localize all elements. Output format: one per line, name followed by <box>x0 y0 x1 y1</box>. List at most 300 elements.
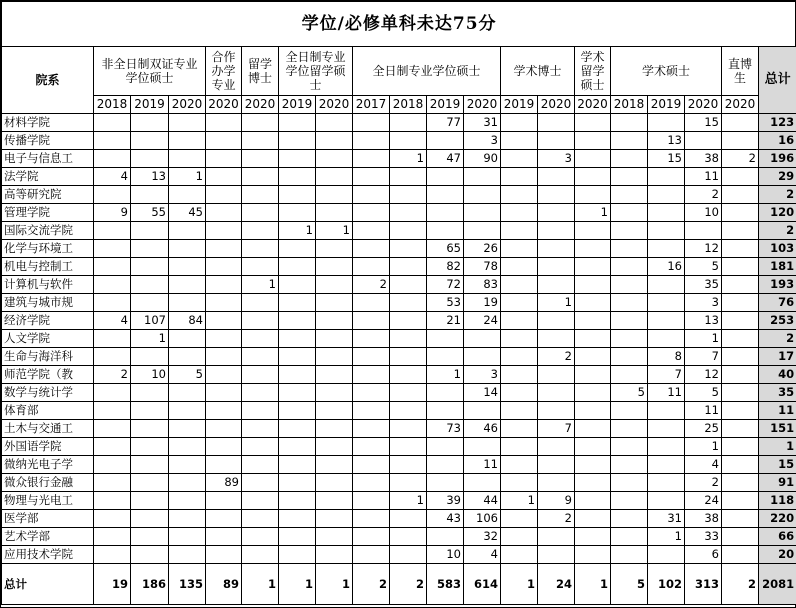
count-cell <box>538 168 575 186</box>
count-cell <box>242 402 279 420</box>
count-cell <box>353 330 390 348</box>
count-cell <box>575 456 611 474</box>
count-cell: 31 <box>648 510 685 528</box>
count-cell: 11 <box>685 168 722 186</box>
year-header: 2019 <box>131 96 169 114</box>
row-total: 11 <box>759 402 796 420</box>
count-cell <box>648 186 685 204</box>
row-total: 120 <box>759 204 796 222</box>
count-cell <box>206 456 242 474</box>
count-cell <box>94 276 131 294</box>
count-cell <box>169 294 206 312</box>
count-cell <box>353 258 390 276</box>
count-cell <box>575 312 611 330</box>
count-cell <box>353 438 390 456</box>
count-cell: 45 <box>169 204 206 222</box>
count-cell <box>169 420 206 438</box>
table-row <box>2 438 796 456</box>
dept-name: 外国语学院 <box>2 438 94 456</box>
row-total: 2 <box>759 222 796 240</box>
count-cell <box>242 240 279 258</box>
count-cell <box>464 474 501 492</box>
count-cell <box>206 492 242 510</box>
table-row <box>2 204 796 222</box>
count-cell: 3 <box>464 132 501 150</box>
count-cell <box>501 258 538 276</box>
count-cell <box>648 420 685 438</box>
dept-name: 人文学院 <box>2 330 94 348</box>
count-cell <box>427 384 464 402</box>
count-cell: 1 <box>169 168 206 186</box>
count-cell <box>501 546 538 564</box>
year-header: 2019 <box>648 96 685 114</box>
count-cell <box>206 258 242 276</box>
count-cell: 1 <box>538 294 575 312</box>
count-cell <box>722 222 759 240</box>
count-cell <box>611 150 648 168</box>
count-cell <box>316 384 353 402</box>
year-header: 2020 <box>722 96 759 114</box>
count-cell <box>279 312 316 330</box>
count-cell <box>206 510 242 528</box>
count-cell: 1 <box>575 204 611 222</box>
count-cell <box>501 222 538 240</box>
count-cell: 21 <box>427 312 464 330</box>
count-cell <box>242 132 279 150</box>
group-header: 学术博士 <box>501 47 575 96</box>
year-header: 2018 <box>94 96 131 114</box>
count-cell <box>316 402 353 420</box>
count-cell <box>501 168 538 186</box>
dept-name: 微纳光电子学 <box>2 456 94 474</box>
table-row <box>2 168 796 186</box>
count-cell <box>316 294 353 312</box>
count-cell <box>538 546 575 564</box>
count-cell <box>353 528 390 546</box>
count-cell <box>611 204 648 222</box>
count-cell: 1 <box>242 564 279 605</box>
count-cell <box>94 528 131 546</box>
count-cell <box>390 312 427 330</box>
count-cell: 2 <box>538 510 575 528</box>
count-cell <box>242 546 279 564</box>
count-cell <box>316 276 353 294</box>
count-cell <box>648 168 685 186</box>
count-cell <box>242 528 279 546</box>
count-cell <box>206 114 242 132</box>
count-cell: 4 <box>94 312 131 330</box>
count-cell <box>648 474 685 492</box>
count-cell <box>501 402 538 420</box>
count-cell <box>169 240 206 258</box>
count-cell <box>94 330 131 348</box>
count-cell <box>353 168 390 186</box>
count-cell: 25 <box>685 420 722 438</box>
row-total: 29 <box>759 168 796 186</box>
count-cell <box>353 204 390 222</box>
count-cell <box>538 204 575 222</box>
year-header: 2019 <box>501 96 538 114</box>
count-cell: 9 <box>538 492 575 510</box>
count-cell <box>94 456 131 474</box>
count-cell: 3 <box>538 150 575 168</box>
count-cell <box>279 456 316 474</box>
count-cell <box>316 312 353 330</box>
count-cell <box>648 276 685 294</box>
count-cell <box>427 168 464 186</box>
count-cell: 10 <box>685 204 722 222</box>
count-cell <box>427 474 464 492</box>
count-cell <box>611 474 648 492</box>
dept-name: 国际交流学院 <box>2 222 94 240</box>
count-cell <box>131 186 169 204</box>
count-cell <box>722 492 759 510</box>
row-total: 76 <box>759 294 796 312</box>
count-cell <box>316 240 353 258</box>
count-cell <box>279 492 316 510</box>
count-cell <box>279 528 316 546</box>
count-cell <box>94 510 131 528</box>
count-cell <box>464 222 501 240</box>
count-cell <box>501 132 538 150</box>
count-cell: 1 <box>316 564 353 605</box>
count-cell <box>390 348 427 366</box>
count-cell: 39 <box>427 492 464 510</box>
count-cell <box>131 132 169 150</box>
count-cell <box>279 474 316 492</box>
count-cell: 53 <box>427 294 464 312</box>
dept-name: 体育部 <box>2 402 94 420</box>
count-cell <box>464 438 501 456</box>
count-cell <box>169 132 206 150</box>
count-cell: 15 <box>648 150 685 168</box>
count-cell: 14 <box>464 384 501 402</box>
count-cell <box>427 528 464 546</box>
count-cell <box>390 528 427 546</box>
count-cell <box>206 420 242 438</box>
count-cell: 16 <box>648 258 685 276</box>
table-row <box>2 510 796 528</box>
count-cell <box>94 258 131 276</box>
count-cell <box>575 186 611 204</box>
count-cell <box>538 240 575 258</box>
count-cell <box>722 474 759 492</box>
count-cell <box>279 438 316 456</box>
count-cell <box>575 276 611 294</box>
count-cell: 89 <box>206 564 242 605</box>
count-cell <box>390 240 427 258</box>
count-cell <box>575 366 611 384</box>
count-cell <box>611 438 648 456</box>
count-cell: 77 <box>427 114 464 132</box>
count-cell <box>169 438 206 456</box>
count-cell <box>131 258 169 276</box>
count-cell: 7 <box>538 420 575 438</box>
count-cell <box>390 114 427 132</box>
table-row <box>2 150 796 168</box>
count-cell <box>722 132 759 150</box>
count-cell <box>279 420 316 438</box>
count-cell <box>501 276 538 294</box>
count-cell: 9 <box>94 204 131 222</box>
count-cell <box>722 510 759 528</box>
row-total: 2081 <box>759 564 796 605</box>
count-cell: 12 <box>685 240 722 258</box>
count-cell <box>611 114 648 132</box>
count-cell <box>648 222 685 240</box>
count-cell <box>501 384 538 402</box>
count-cell <box>611 294 648 312</box>
count-cell <box>538 366 575 384</box>
count-cell <box>538 258 575 276</box>
count-cell: 583 <box>427 564 464 605</box>
table-row <box>2 132 796 150</box>
dept-name: 化学与环境工 <box>2 240 94 258</box>
count-cell <box>206 240 242 258</box>
count-cell <box>94 492 131 510</box>
count-cell <box>722 186 759 204</box>
count-cell <box>501 294 538 312</box>
count-cell <box>611 168 648 186</box>
count-cell: 313 <box>685 564 722 605</box>
count-cell <box>611 492 648 510</box>
count-cell: 1 <box>390 492 427 510</box>
count-cell <box>611 258 648 276</box>
count-cell <box>169 528 206 546</box>
count-cell <box>169 510 206 528</box>
count-cell <box>279 384 316 402</box>
count-cell <box>501 366 538 384</box>
count-cell <box>94 402 131 420</box>
count-cell <box>94 384 131 402</box>
count-cell: 2 <box>390 564 427 605</box>
row-total: 35 <box>759 384 796 402</box>
table-row <box>2 114 796 132</box>
count-cell: 82 <box>427 258 464 276</box>
count-cell: 2 <box>722 150 759 168</box>
count-cell: 2 <box>538 348 575 366</box>
row-total: 15 <box>759 456 796 474</box>
count-cell: 55 <box>131 204 169 222</box>
count-cell <box>575 348 611 366</box>
count-cell <box>611 510 648 528</box>
count-cell <box>464 204 501 222</box>
table-row <box>2 294 796 312</box>
summary-row <box>2 564 796 605</box>
count-cell <box>94 420 131 438</box>
count-cell <box>353 492 390 510</box>
year-header: 2020 <box>685 96 722 114</box>
count-cell <box>279 510 316 528</box>
count-cell <box>206 132 242 150</box>
count-cell <box>611 186 648 204</box>
row-total: 151 <box>759 420 796 438</box>
count-cell: 10 <box>131 366 169 384</box>
count-cell <box>611 240 648 258</box>
count-cell <box>353 150 390 168</box>
count-cell <box>131 546 169 564</box>
row-total: 103 <box>759 240 796 258</box>
count-cell <box>206 330 242 348</box>
count-cell <box>279 348 316 366</box>
count-cell <box>206 312 242 330</box>
count-cell <box>501 150 538 168</box>
dept-name: 应用技术学院 <box>2 546 94 564</box>
count-cell <box>390 366 427 384</box>
group-header: 学术留学硕士 <box>575 47 611 96</box>
count-cell: 15 <box>685 114 722 132</box>
table-row <box>2 330 796 348</box>
count-cell <box>316 492 353 510</box>
count-cell <box>685 222 722 240</box>
count-cell <box>353 132 390 150</box>
count-cell <box>722 366 759 384</box>
count-cell: 3 <box>464 366 501 384</box>
count-cell: 84 <box>169 312 206 330</box>
count-cell <box>390 222 427 240</box>
count-cell <box>722 114 759 132</box>
count-cell <box>575 420 611 438</box>
count-cell: 10 <box>427 546 464 564</box>
count-cell <box>353 348 390 366</box>
count-cell: 1 <box>648 528 685 546</box>
count-cell <box>353 222 390 240</box>
table-row <box>2 546 796 564</box>
count-cell <box>279 150 316 168</box>
count-cell: 13 <box>131 168 169 186</box>
count-cell <box>722 330 759 348</box>
count-cell: 32 <box>464 528 501 546</box>
count-cell <box>611 420 648 438</box>
count-cell <box>575 114 611 132</box>
count-cell <box>242 294 279 312</box>
count-cell <box>390 510 427 528</box>
count-cell <box>648 294 685 312</box>
count-cell <box>131 150 169 168</box>
count-cell <box>538 186 575 204</box>
count-cell: 1 <box>279 222 316 240</box>
count-cell <box>169 330 206 348</box>
group-header: 全日制专业学位硕士 <box>353 47 501 96</box>
count-cell <box>94 294 131 312</box>
table-row <box>2 312 796 330</box>
count-cell: 72 <box>427 276 464 294</box>
count-cell <box>242 258 279 276</box>
count-cell <box>206 276 242 294</box>
year-header: 2020 <box>169 96 206 114</box>
count-cell <box>611 276 648 294</box>
count-cell <box>353 456 390 474</box>
count-cell: 1 <box>242 276 279 294</box>
count-cell <box>501 456 538 474</box>
count-cell <box>538 402 575 420</box>
year-header: 2018 <box>611 96 648 114</box>
count-cell <box>353 546 390 564</box>
count-cell <box>722 276 759 294</box>
group-header: 全日制专业学位留学硕士 <box>279 47 353 96</box>
count-cell <box>722 204 759 222</box>
group-header: 直博生 <box>722 47 759 96</box>
group-header: 学术硕士 <box>611 47 722 96</box>
count-cell: 1 <box>501 492 538 510</box>
table-row <box>2 240 796 258</box>
count-cell: 38 <box>685 150 722 168</box>
count-cell <box>390 294 427 312</box>
count-cell <box>169 186 206 204</box>
count-cell <box>169 474 206 492</box>
count-cell <box>390 132 427 150</box>
count-cell <box>611 528 648 546</box>
count-cell <box>685 132 722 150</box>
count-cell: 135 <box>169 564 206 605</box>
count-cell <box>131 348 169 366</box>
count-cell: 186 <box>131 564 169 605</box>
count-cell <box>94 150 131 168</box>
count-cell <box>427 402 464 420</box>
count-cell: 107 <box>131 312 169 330</box>
count-cell <box>279 366 316 384</box>
count-cell <box>538 474 575 492</box>
table-row <box>2 456 796 474</box>
count-cell: 13 <box>648 132 685 150</box>
count-cell <box>242 384 279 402</box>
count-cell <box>316 348 353 366</box>
count-cell <box>206 294 242 312</box>
count-cell <box>169 402 206 420</box>
count-cell <box>611 456 648 474</box>
count-cell <box>131 510 169 528</box>
count-cell <box>242 366 279 384</box>
count-cell <box>611 132 648 150</box>
count-cell <box>131 474 169 492</box>
count-cell <box>94 186 131 204</box>
count-cell: 89 <box>206 474 242 492</box>
count-cell: 1 <box>685 438 722 456</box>
dept-name: 微众银行金融 <box>2 474 94 492</box>
count-cell: 5 <box>611 564 648 605</box>
year-header: 2017 <box>353 96 390 114</box>
count-cell <box>538 384 575 402</box>
count-cell: 78 <box>464 258 501 276</box>
table-row <box>2 348 796 366</box>
count-cell <box>501 438 538 456</box>
count-cell <box>648 312 685 330</box>
dept-name: 计算机与软件 <box>2 276 94 294</box>
count-cell: 44 <box>464 492 501 510</box>
count-cell: 26 <box>464 240 501 258</box>
count-cell <box>131 456 169 474</box>
count-cell <box>131 114 169 132</box>
count-cell <box>464 348 501 366</box>
count-cell <box>279 276 316 294</box>
count-cell <box>575 240 611 258</box>
count-cell <box>575 528 611 546</box>
count-cell <box>279 114 316 132</box>
row-total: 181 <box>759 258 796 276</box>
count-cell <box>390 420 427 438</box>
count-cell <box>538 528 575 546</box>
count-cell <box>390 438 427 456</box>
year-header: 2019 <box>279 96 316 114</box>
count-cell <box>242 204 279 222</box>
row-total: 196 <box>759 150 796 168</box>
count-cell <box>353 420 390 438</box>
count-cell <box>131 294 169 312</box>
table-row <box>2 222 796 240</box>
count-cell <box>279 546 316 564</box>
dept-name: 艺术学部 <box>2 528 94 546</box>
count-cell <box>464 330 501 348</box>
